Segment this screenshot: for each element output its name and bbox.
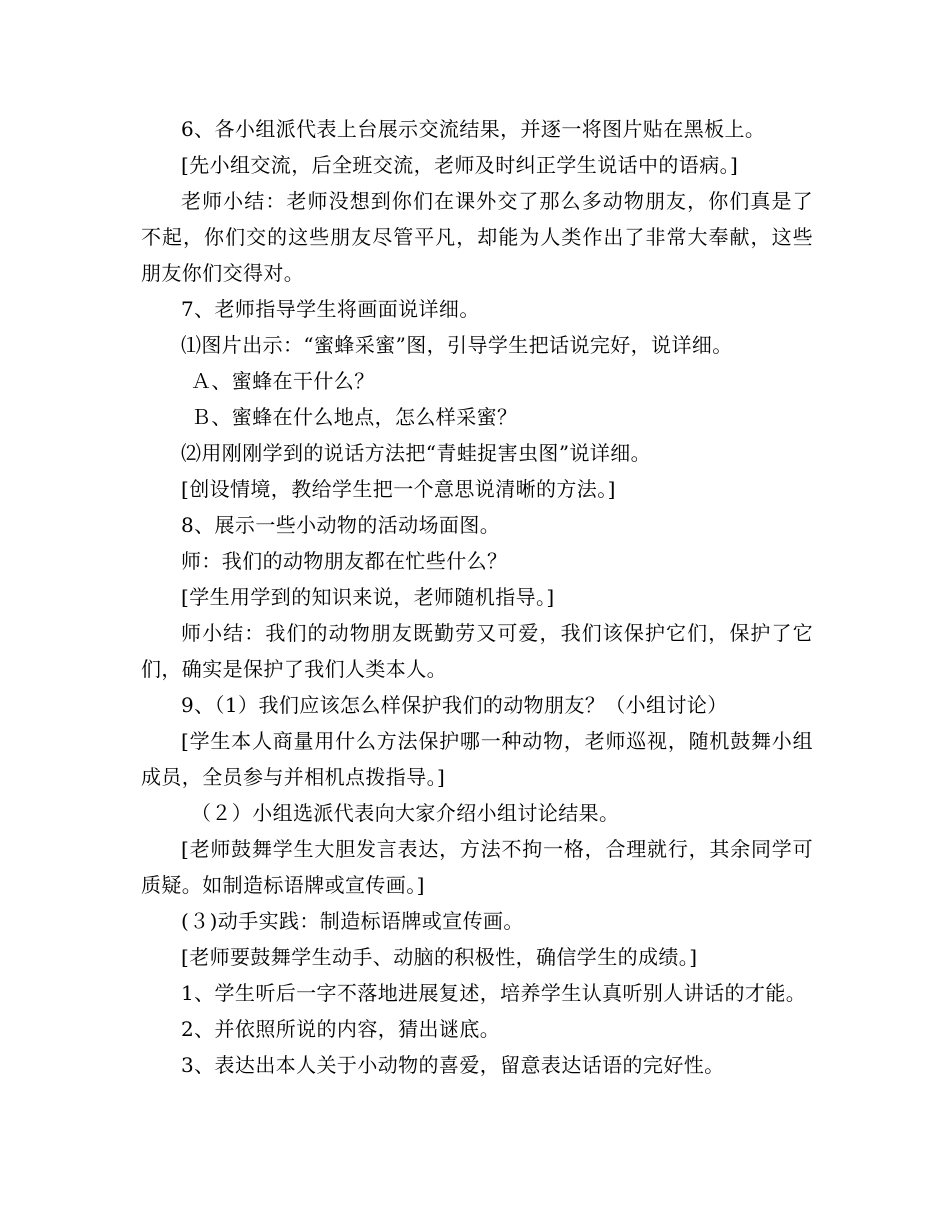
paragraph-step-7: 7、老师指导学生将画面说详细。 — [181, 297, 480, 321]
paragraph-step-7-1: ⑴图片出示：“蜜蜂采蜜”图，引导学生把话说完好，说详细。 — [181, 333, 733, 357]
paragraph-step-9-1: 9、（1）我们应该怎么样保护我们的动物朋友？（小组讨论） — [181, 693, 728, 717]
paragraph-question-b: Ｂ、蜜蜂在什么地点，怎么样采蜜？ — [191, 405, 518, 429]
paragraph-goal-2: 2、并依照所说的内容，猜出谜底。 — [181, 1017, 501, 1041]
paragraph-note-practice: [老师要鼓舞学生动手、动脑的积极性，确信学生的成绩。] — [181, 945, 698, 969]
paragraph-teacher-question: 师：我们的动物朋友都在忙些什么？ — [181, 549, 508, 573]
paragraph-note-group-exchange: [先小组交流，后全班交流，老师及时纠正学生说话中的语病。] — [181, 153, 739, 177]
document-body — [141, 111, 813, 1083]
paragraph-step-9-2: （２）小组选派代表向大家介绍小组讨论结果。 — [191, 801, 620, 825]
paragraph-step-6: 6、各小组派代表上台展示交流结果，并逐一将图片贴在黑板上。 — [181, 117, 766, 141]
paragraph-note-students-speak: [学生用学到的知识来说，老师随机指导。] — [181, 585, 555, 609]
paragraph-note-situation: [创设情境，教给学生把一个意思说清晰的方法。] — [181, 477, 616, 501]
paragraph-question-a: Ａ、蜜蜂在干什么？ — [191, 369, 375, 393]
paragraph-goal-1: 1、学生听后一字不落地进展复述，培养学生认真听别人讲话的才能。 — [181, 981, 807, 1005]
paragraph-teacher-summary-2: 师小结：我们的动物朋友既勤劳又可爱，我们该保护它们，保护了它们，确实是保护了我们人类本人。 — [141, 621, 813, 681]
paragraph-goal-3: 3、表达出本人关于小动物的喜爱，留意表达话语的完好性。 — [181, 1053, 725, 1077]
paragraph-note-discussion: [学生本人商量用什么方法保护哪一种动物，老师巡视，随机鼓舞小组成员，全员参与并相机点拨指导。] — [141, 729, 813, 789]
paragraph-step-8: 8、展示一些小动物的活动场面图。 — [181, 513, 501, 537]
paragraph-step-9-3: (３)动手实践：制造标语牌或宣传画。 — [181, 909, 524, 933]
paragraph-step-7-2: ⑵用刚刚学到的说话方法把“青蛙捉害虫图”说详细。 — [181, 441, 652, 465]
paragraph-teacher-summary: 老师小结：老师没想到你们在课外交了那么多动物朋友，你们真是了不起，你们交的这些朋友尽管平凡，却能为人类作出了非常大奉献，这些朋友你们交得对。 — [141, 189, 813, 285]
paragraph-note-encourage: [老师鼓舞学生大胆发言表达，方法不拘一格，合理就行，其余同学可质疑。如制造标语牌或宣传画。] — [141, 837, 813, 897]
